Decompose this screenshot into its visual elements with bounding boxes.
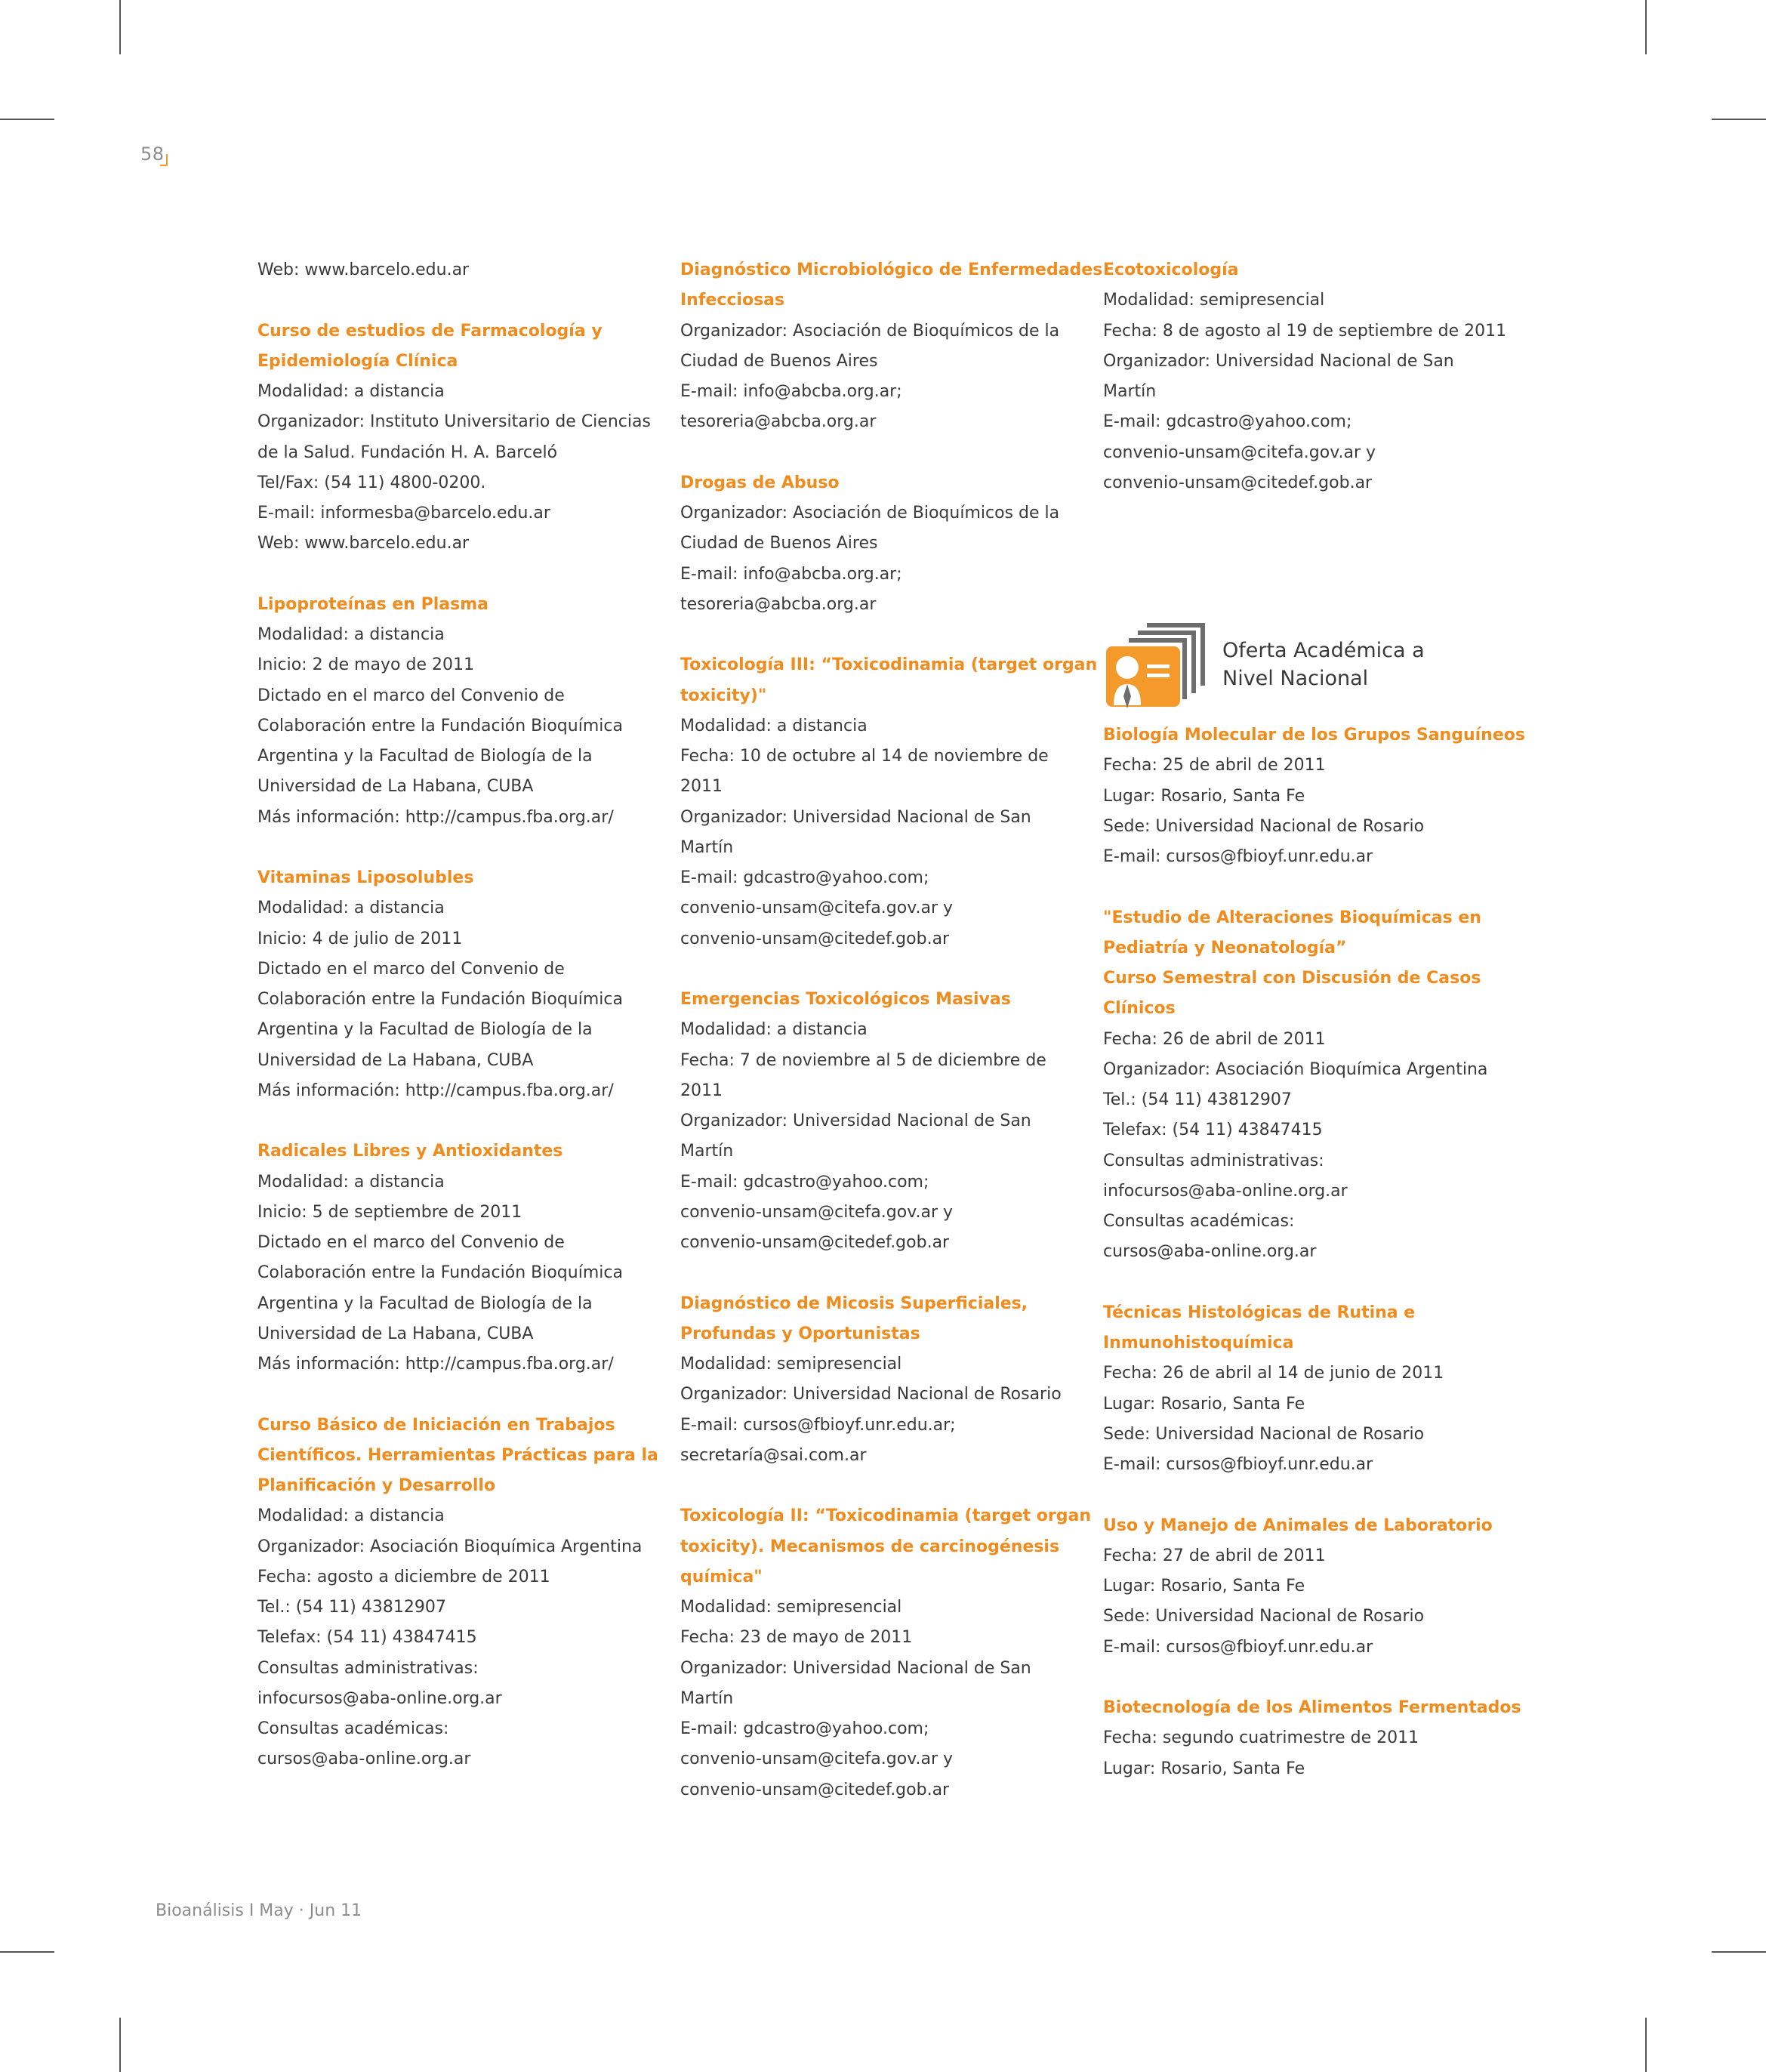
course-detail-line: Argentina y la Facultad de Biología de la — [257, 1293, 593, 1313]
course-entry — [1103, 1511, 1511, 1663]
course-title: Ecotoxicología — [1103, 261, 1239, 279]
course-entry — [680, 1501, 1092, 1805]
course-detail-line: Tel.: (54 11) 43812907 — [257, 1598, 446, 1617]
course-detail-line: convenio-unsam@citedef.gob.ar — [680, 1233, 950, 1252]
course-detail-line: Organizador: Instituto Universitario de Ciencias — [257, 412, 651, 432]
course-detail-line: Sede: Universidad Nacional de Rosario — [1103, 1607, 1425, 1626]
course-detail-line: Modalidad: a distancia — [680, 1020, 868, 1040]
course-detail-line: convenio-unsam@citefa.gov.ar y — [1103, 442, 1376, 462]
crop-mark — [119, 2018, 121, 2072]
course-detail-line: secretaría@sai.com.ar — [680, 1445, 867, 1465]
course-detail-line: Fecha: 25 de abril de 2011 — [1103, 756, 1326, 775]
course-detail-line: Universidad de La Habana, CUBA — [257, 1050, 534, 1070]
course-detail-line: Más información: http://campus.fba.org.ar/ — [257, 1081, 614, 1100]
course-title: Toxicología III: “Toxicodinamia (target organ — [680, 655, 1098, 675]
course-detail-line: Consultas académicas: — [257, 1719, 449, 1738]
course-detail-line: Modalidad: a distancia — [257, 382, 445, 401]
course-detail-line: Lugar: Rosario, Santa Fe — [1103, 786, 1305, 806]
course-detail-line: convenio-unsam@citefa.gov.ar y — [680, 1202, 954, 1222]
course-detail-line: Telefax: (54 11) 43847415 — [1103, 1121, 1323, 1140]
course-detail-line: 2011 — [680, 1081, 723, 1100]
crop-mark — [1645, 0, 1647, 54]
course-detail-line: E-mail: gdcastro@yahoo.com; — [680, 1719, 929, 1738]
course-detail-line: Organizador: Universidad Nacional de Rosario — [680, 1385, 1062, 1404]
course-title: Curso Básico de Iniciación en Trabajos — [257, 1415, 615, 1435]
course-title: Vitaminas Liposolubles — [257, 868, 474, 887]
course-detail-line: Universidad de La Habana, CUBA — [257, 1324, 534, 1343]
course-title: toxicity)" — [680, 686, 767, 705]
course-detail-line: Fecha: segundo cuatrimestre de 2011 — [1103, 1728, 1419, 1748]
course-detail-line: Fecha: agosto a diciembre de 2011 — [257, 1567, 550, 1586]
course-title: Emergencias Toxicológicos Masivas — [680, 990, 1011, 1009]
course-detail-line: Fecha: 7 de noviembre al 5 de diciembre de — [680, 1050, 1046, 1070]
course-entry — [1103, 1298, 1511, 1481]
course-detail-line: Web: www.barcelo.edu.ar — [257, 261, 470, 279]
course-detail-line: Web: www.barcelo.edu.ar — [257, 534, 470, 553]
course-detail-line: Consultas académicas: — [1103, 1212, 1295, 1231]
course-detail-line: Más información: http://campus.fba.org.ar/ — [257, 1355, 614, 1374]
course-entry — [257, 255, 643, 285]
course-detail-line: Colaboración entre la Fundación Bioquímica — [257, 716, 623, 735]
course-detail-line: Modalidad: semipresencial — [1103, 291, 1325, 310]
course-detail-line: Consultas administrativas: — [1103, 1151, 1324, 1170]
course-detail-line: Modalidad: semipresencial — [680, 1355, 902, 1374]
crop-mark — [1712, 1951, 1766, 1953]
course-detail-line: Organizador: Universidad Nacional de San — [1103, 351, 1454, 371]
course-detail-line: convenio-unsam@citedef.gob.ar — [680, 929, 950, 948]
course-detail-line: Martín — [680, 1142, 734, 1161]
page-footer: Bioanálisis I May · Jun 11 — [156, 1901, 362, 1920]
course-detail-line: Argentina y la Facultad de Biología de la — [257, 747, 593, 766]
course-detail-line: cursos@aba-online.org.ar — [1103, 1242, 1317, 1262]
course-detail-line: Lugar: Rosario, Santa Fe — [1103, 1577, 1305, 1596]
course-title: Clínicos — [1103, 999, 1176, 1019]
course-title: Curso de estudios de Farmacología y — [257, 321, 603, 341]
page-number: 58 — [140, 143, 165, 165]
course-detail-line: infocursos@aba-online.org.ar — [1103, 1181, 1348, 1201]
course-title: Inmunohistoquímica — [1103, 1334, 1294, 1352]
section-title: Oferta Académica a Nivel Nacional — [1222, 639, 1425, 690]
crop-mark — [1712, 119, 1766, 120]
course-detail-line: tesoreria@abcba.org.ar — [680, 594, 877, 614]
course-detail-line: Martín — [1103, 382, 1157, 401]
course-detail-line: Modalidad: a distancia — [680, 716, 868, 735]
course-title: Científicos. Herramientas Prácticas para la — [257, 1445, 658, 1465]
course-detail-line: Modalidad: a distancia — [257, 899, 445, 918]
course-detail-line: Fecha: 26 de abril de 2011 — [1103, 1029, 1326, 1049]
course-detail-line: Consultas administrativas: — [257, 1658, 479, 1678]
course-detail-line: Organizador: Universidad Nacional de San — [680, 1112, 1031, 1130]
course-detail-line: convenio-unsam@citedef.gob.ar — [680, 1780, 950, 1799]
course-detail-line: Lugar: Rosario, Santa Fe — [1103, 1759, 1305, 1778]
course-detail-line: Inicio: 4 de julio de 2011 — [257, 929, 463, 948]
course-title: Drogas de Abuso — [680, 473, 840, 492]
course-title: toxicity). Mecanismos de carcinogénesis — [680, 1537, 1060, 1556]
course-detail-line: Organizador: Asociación Bioquímica Argentina — [1103, 1059, 1488, 1079]
course-title: Diagnóstico de Micosis Superficiales, — [680, 1293, 1028, 1313]
crop-mark — [0, 119, 54, 120]
course-detail-line: Inicio: 2 de mayo de 2011 — [257, 655, 474, 675]
course-entry — [680, 650, 1098, 954]
course-detail-line: Modalidad: a distancia — [257, 1172, 445, 1192]
course-detail-line: Organizador: Asociación de Bioquímicos de la — [680, 504, 1060, 523]
course-detail-line: Argentina y la Facultad de Biología de la — [257, 1020, 593, 1040]
course-title: Biotecnología de los Alimentos Fermentados — [1103, 1698, 1521, 1717]
crop-mark — [1645, 2018, 1647, 2072]
course-title: Biología Molecular de los Grupos Sanguíneos — [1103, 726, 1525, 745]
course-detail-line: Colaboración entre la Fundación Bioquímica — [257, 990, 623, 1009]
course-detail-line: tesoreria@abcba.org.ar — [680, 412, 877, 432]
course-detail-line: Fecha: 10 de octubre al 14 de noviembre de — [680, 747, 1049, 766]
course-detail-line: E-mail: cursos@fbioyf.unr.edu.ar — [1103, 1455, 1373, 1474]
course-detail-line: Inicio: 5 de septiembre de 2011 — [257, 1202, 522, 1222]
course-detail-line: de la Salud. Fundación H. A. Barceló — [257, 442, 558, 462]
course-detail-line: E-mail: cursos@fbioyf.unr.edu.ar — [1103, 847, 1373, 866]
course-entry — [257, 863, 643, 1106]
course-title: Uso y Manejo de Animales de Laboratorio — [1103, 1515, 1493, 1535]
course-title: Planificación y Desarrollo — [257, 1476, 496, 1495]
course-detail-line: Organizador: Universidad Nacional de San — [680, 807, 1031, 827]
course-detail-line: convenio-unsam@citedef.gob.ar — [1103, 473, 1373, 492]
course-detail-line: Modalidad: semipresencial — [680, 1598, 902, 1617]
course-detail-line: Ciudad de Buenos Aires — [680, 351, 878, 371]
course-entry — [1103, 903, 1511, 1268]
course-detail-line: Tel/Fax: (54 11) 4800-0200. — [257, 473, 486, 492]
course-title: "Estudio de Alteraciones Bioquímicas en — [1103, 908, 1481, 927]
column-3-top-entries — [1103, 255, 1511, 498]
course-detail-line: convenio-unsam@citefa.gov.ar y — [680, 1750, 954, 1769]
course-detail-line: Telefax: (54 11) 43847415 — [257, 1628, 477, 1648]
course-title: Toxicología II: “Toxicodinamia (target organ — [680, 1506, 1092, 1526]
course-detail-line: E-mail: info@abcba.org.ar; — [680, 382, 902, 401]
course-detail-line: Fecha: 23 de mayo de 2011 — [680, 1628, 913, 1648]
course-title: química" — [680, 1567, 763, 1586]
course-title: Epidemiología Clínica — [257, 351, 458, 371]
course-detail-line: E-mail: cursos@fbioyf.unr.edu.ar; — [680, 1415, 956, 1435]
course-title: Técnicas Histológicas de Rutina e — [1103, 1303, 1416, 1322]
course-entry — [257, 590, 643, 833]
course-detail-line: E-mail: gdcastro@yahoo.com; — [1103, 412, 1352, 432]
course-detail-line: Dictado en el marco del Convenio de — [257, 686, 565, 705]
course-entry — [680, 468, 1065, 620]
course-entry — [680, 1289, 1065, 1472]
course-title: Diagnóstico Microbiológico de Enfermedades — [680, 261, 1103, 279]
course-detail-line: Ciudad de Buenos Aires — [680, 534, 878, 553]
course-detail-line: Modalidad: a distancia — [257, 625, 445, 644]
course-detail-line: Martín — [680, 1688, 734, 1708]
course-title: Pediatría y Neonatología” — [1103, 938, 1347, 957]
course-detail-line: Lugar: Rosario, Santa Fe — [1103, 1394, 1305, 1414]
course-detail-line: Organizador: Asociación Bioquímica Argentina — [257, 1537, 643, 1556]
crop-mark — [0, 1951, 54, 1953]
course-detail-line: E-mail: info@abcba.org.ar; — [680, 564, 902, 584]
course-detail-line: Universidad de La Habana, CUBA — [257, 777, 534, 797]
course-detail-line: convenio-unsam@citefa.gov.ar y — [680, 899, 954, 918]
column-3-section-entries — [1103, 720, 1525, 1784]
course-entry — [257, 1136, 643, 1380]
course-title: Infecciosas — [680, 291, 785, 310]
course-entry — [257, 316, 651, 560]
course-detail-line: Fecha: 27 de abril de 2011 — [1103, 1546, 1326, 1565]
column-3 — [1103, 255, 1525, 1815]
crop-mark — [119, 0, 121, 54]
course-detail-line: cursos@aba-online.org.ar — [257, 1750, 471, 1769]
course-title: Profundas y Oportunistas — [680, 1324, 920, 1343]
course-detail-line: Organizador: Asociación de Bioquímicos de la — [680, 321, 1060, 341]
course-detail-line: Colaboración entre la Fundación Bioquímica — [257, 1263, 623, 1283]
course-detail-line: Modalidad: a distancia — [257, 1506, 445, 1526]
certificate-stack-icon — [1103, 619, 1209, 710]
course-detail-line: E-mail: informesba@barcelo.edu.ar — [257, 504, 550, 523]
course-entry — [1103, 1693, 1521, 1784]
course-title: Curso Semestral con Discusión de Casos — [1103, 969, 1481, 988]
course-detail-line: infocursos@aba-online.org.ar — [257, 1688, 502, 1708]
column-2 — [680, 255, 1103, 1836]
course-detail-line: Fecha: 26 de abril al 14 de junio de 2011 — [1103, 1364, 1444, 1383]
course-title: Radicales Libres y Antioxidantes — [257, 1142, 563, 1161]
course-detail-line: E-mail: cursos@fbioyf.unr.edu.ar — [1103, 1637, 1373, 1657]
course-detail-line: Fecha: 8 de agosto al 19 de septiembre de 2011 — [1103, 321, 1507, 341]
course-detail-line: Dictado en el marco del Convenio de — [257, 959, 565, 979]
course-detail-line: Dictado en el marco del Convenio de — [257, 1233, 565, 1252]
course-detail-line: E-mail: gdcastro@yahoo.com; — [680, 868, 929, 887]
course-detail-line: Organizador: Universidad Nacional de San — [680, 1658, 1031, 1678]
course-entry — [257, 1411, 658, 1775]
course-entry — [680, 985, 1065, 1258]
column-1 — [257, 255, 658, 1805]
section-heading — [1103, 619, 1511, 710]
course-detail-line: Más información: http://campus.fba.org.ar/ — [257, 807, 614, 827]
course-detail-line: Martín — [680, 837, 734, 857]
course-detail-line: 2011 — [680, 777, 723, 797]
course-detail-line: Tel.: (54 11) 43812907 — [1103, 1090, 1292, 1109]
course-entry — [680, 255, 1103, 438]
course-detail-line: E-mail: gdcastro@yahoo.com; — [680, 1172, 929, 1192]
course-detail-line: Sede: Universidad Nacional de Rosario — [1103, 816, 1425, 836]
course-title: Lipoproteínas en Plasma — [257, 594, 489, 614]
course-entry — [1103, 255, 1511, 498]
course-detail-line: Sede: Universidad Nacional de Rosario — [1103, 1424, 1425, 1444]
course-entry — [1103, 720, 1525, 872]
page-number-accent — [160, 154, 168, 166]
